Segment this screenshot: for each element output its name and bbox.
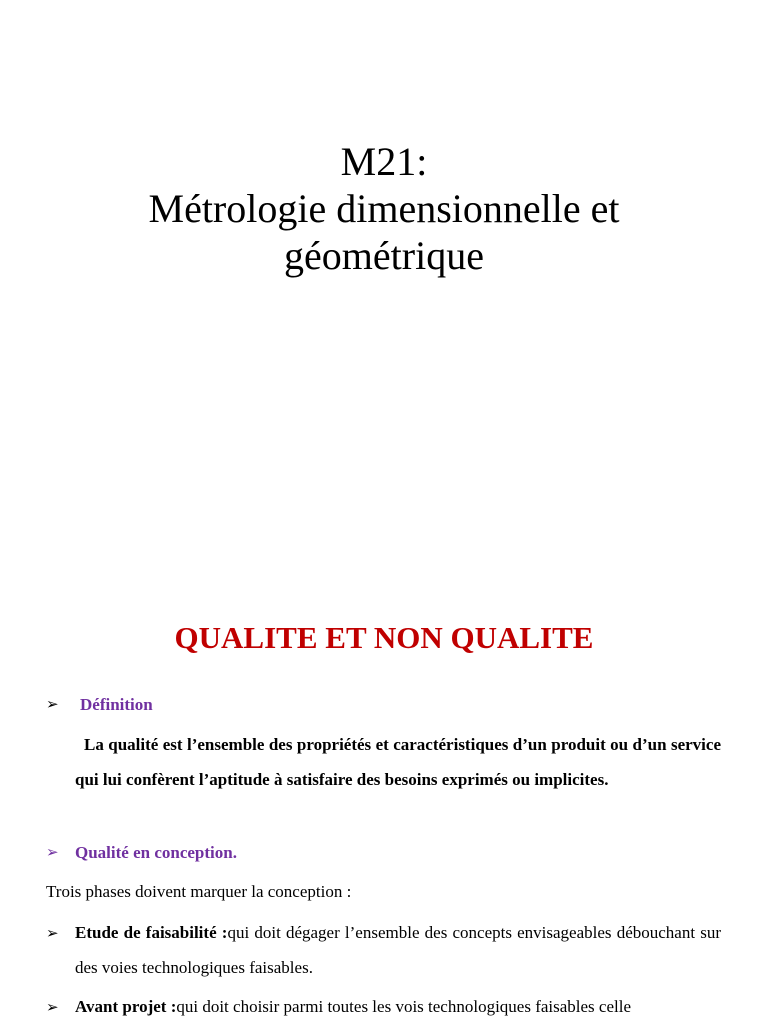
phase-term: Avant projet : [75,997,177,1016]
cover-title-line-2: Métrologie dimensionnelle et [148,186,620,231]
cover-title [0,138,768,279]
phase-item-feasibility [75,916,721,985]
definition-label: Définition [80,695,153,714]
phases-intro: Trois phases doivent marquer la conception : [46,882,352,901]
cover-title-line-3: géométrique [284,233,484,278]
arrow-bullet-icon: ➢ [46,843,59,861]
phase-text: qui doit choisir parmi toutes les vois technologiques faisables celle [176,997,632,1016]
phase-item-preproject [75,990,721,1025]
arrow-bullet-icon: ➢ [46,924,59,942]
arrow-bullet-icon: ➢ [46,998,59,1016]
phase-text: qui doit dégager l’ensemble des concepts envisageables débouchant sur des voies technologiques faisables. [75,923,721,977]
arrow-bullet-icon: ➢ [46,695,59,713]
section-heading: QUALITE ET NON QUALITE [174,620,594,655]
definition-text: La qualité est l’ensemble des propriétés et caractéristiques d’un produit ou d’un service qui lui confèrent l’aptitude à satisfaire des besoins exprimés ou implicites. [75,735,721,789]
cover-title-line-1: M21: [340,139,428,184]
conception-label: Qualité en conception. [75,843,237,862]
phase-term: Etude de faisabilité : [75,923,228,942]
